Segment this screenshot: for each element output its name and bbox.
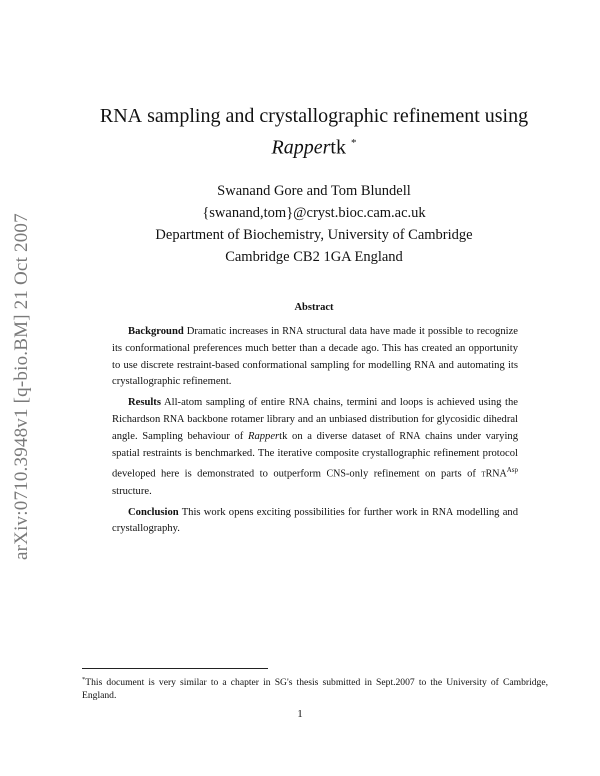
author-block [80,180,548,268]
author-address: Cambridge CB2 1GA England [225,249,403,265]
abstract-heading: Abstract [294,302,334,313]
paper-title: RNA sampling and crystallographic refinement using Rappertk * [99,105,529,159]
author-names: Swanand Gore and Tom Blundell [217,183,411,199]
title-footnote-marker: * [350,137,357,149]
abstract-results: Results All-atom sampling of entire RNA chains, termini and loops is achieved using the Richardson RNA backbone rotamer library and an unbiased distribution for glycosidic dihedral angle. Sampling behaviour of Rappertk on a diverse dataset of RNA chains under varying spatial restraints is benchmarked. The iterative composite crystallographic refinement protocol developed here is demonstrated to outperform CNS-only refinement on parts of tRNA$^{Asp}$ structure. [112,397,519,497]
author-department: Department of Biochemistry, University of Cambridge [155,227,473,243]
footnote: *This document is very similar to a chapter in SG's thesis submitted in Sept.2007 to the University of Cambridge, England. [82,676,548,702]
abstract-body [112,324,518,542]
footnote-divider [82,668,268,669]
page-number: 1 [297,708,303,720]
abstract-conclusion: Conclusion This work opens exciting possibilities for further work in RNA modelling and crystallography. [112,506,518,535]
abstract-background: Background Dramatic increases in RNA structural data have made it possible to recognize its conformational preferences much better than a decade ago. This has created an opportunity to use discrete restraint-based conformational sampling for modelling RNA and automating its crystallographic refinement. [112,326,519,388]
author-email: {swanand,tom}@cryst.bioc.cam.ac.uk [202,205,426,221]
arxiv-identifier: arXiv:0710.3948v1 [q-bio.BM] 21 Oct 2007 [11,213,32,560]
